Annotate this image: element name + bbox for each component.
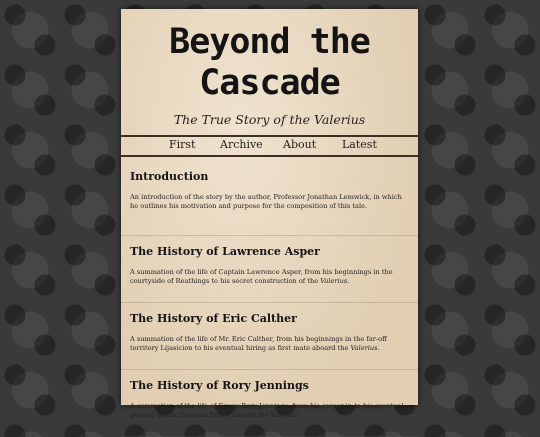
chapter-title-link[interactable]: The History of Lawrence Asper (130, 245, 320, 258)
chapter-entry (121, 370, 418, 437)
page-panel (121, 9, 418, 419)
chapter-description: A summation of the life of Mr. Eric Calther, from his beginnings in the far-off territory Lijasicion to his eventual hiring as first mate aboard the Valerius. (130, 335, 387, 352)
site-title-line2[interactable]: Cascade (199, 63, 340, 103)
nav-first-link[interactable]: First (169, 138, 196, 151)
site-title[interactable] (121, 9, 418, 104)
chapter-title-link[interactable]: The History of Eric Calther (130, 312, 297, 325)
chapter-description: A summation of the life of Captain Lawrence Asper, from his beginnings in the courtyside of Reathings to his secret construction of the Valerius. (130, 268, 393, 285)
site-title-line1[interactable]: Beyond the (169, 22, 370, 62)
chapter-list (121, 169, 418, 437)
chapter-entry (121, 303, 418, 370)
nav-latest-link[interactable]: Latest (342, 138, 377, 151)
chapter-title-link[interactable]: The History of Rory Jennings (130, 379, 309, 392)
chapter-entry (121, 169, 418, 236)
chapter-title-link[interactable]: Introduction (130, 170, 209, 183)
chapter-entry (121, 236, 418, 303)
chapter-description: A summation of the life of Envoy Rory Jennings, from his career in to his eventual posting as the Imperial Envoy aboard the Valerius. (130, 402, 404, 419)
site-subtitle: The True Story of the Valerius (173, 112, 366, 127)
chapter-description: An introduction of the story by the author, Professor Jonathan Lemwick, in which he outlines his motivation and purpose for the composition of this tale. (130, 193, 402, 210)
main-nav (121, 135, 418, 157)
nav-about-link[interactable]: About (283, 138, 317, 151)
nav-archive-link[interactable]: Archive (220, 138, 263, 151)
